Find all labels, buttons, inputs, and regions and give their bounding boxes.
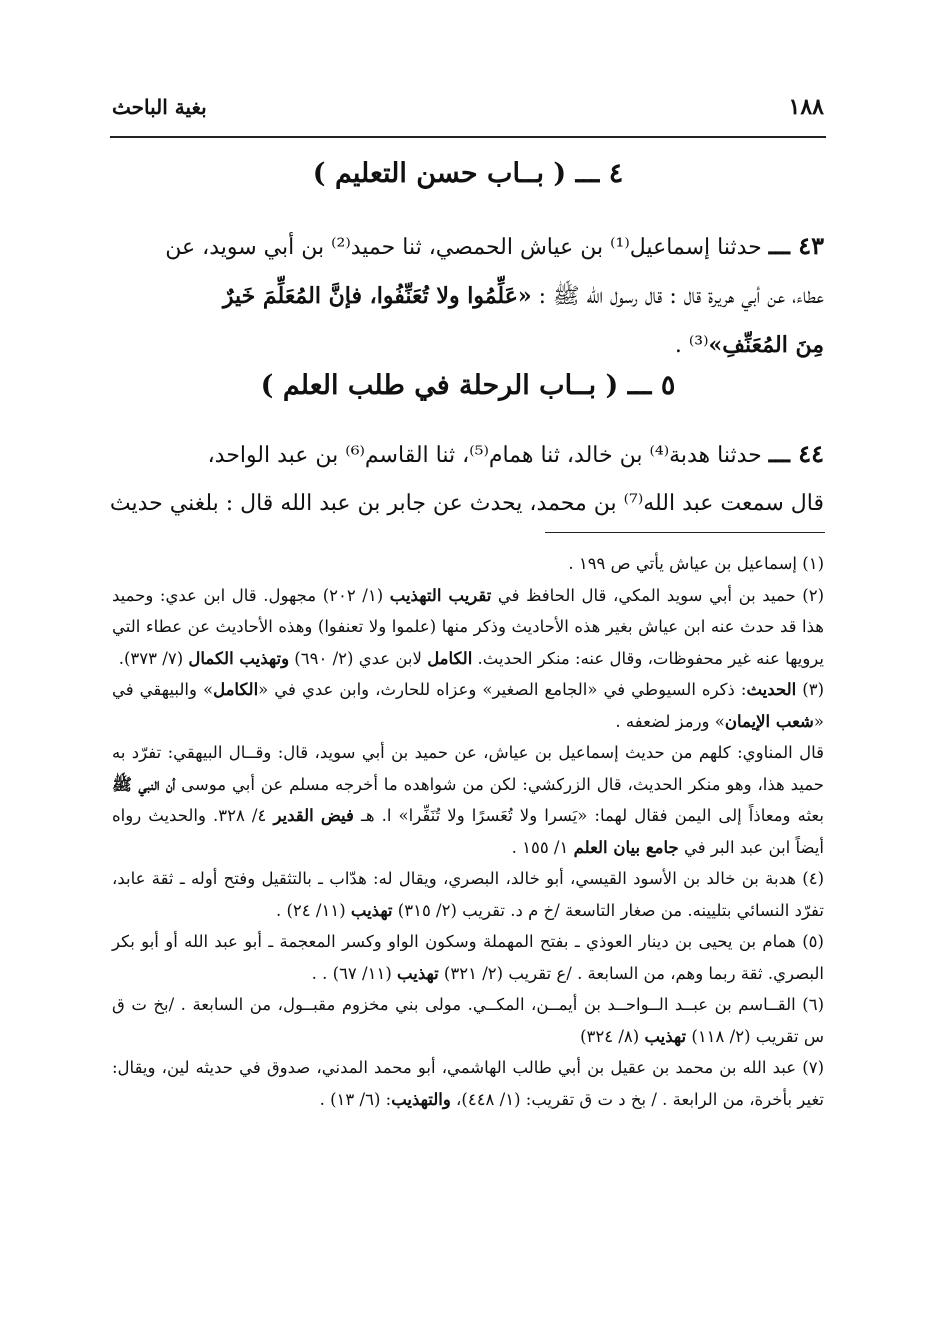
footnote-3: (٣) الحديث: ذكره السيوطي في «الجامع الصغير» وعزاه للحارث، وابن عدي في «الكامل» والبيهقي في «شعب الإيمان» ورمز لضعفه . (112, 680, 824, 731)
book-title: بغية الباحث (112, 95, 207, 119)
chapter-heading-4: ٤ ـــ ( بــاب حسن التعليم ) (312, 158, 624, 189)
hadith-43-line-2: عطاء، عن أبي هريرة قال : قال رسول الله ﷺ : «عَلِّمُوا ولا تُعَنِّفُوا، فإنَّ المُعَلِّمَ خَيرٌ (222, 283, 824, 309)
footnote-1: (١) إسماعيل بن عياش يأتي ص ١٩٩ . (568, 554, 824, 573)
hadith-number: ٤٣ ـــ (768, 231, 824, 260)
footnote-separator (545, 532, 825, 533)
hadith-44-line-1: ٤٤ ـــ حدثنا هدبة⁽⁴⁾ بن خالد، ثنا همام⁽⁵⁾، ثنا القاسم⁽⁶⁾ بن عبد الواحد، (207, 439, 824, 468)
prophetic-quote: «عَلِّمُوا ولا تُعَنِّفُوا، فإنَّ المُعَلِّمَ خَيرٌ (222, 283, 532, 309)
footnote-5: (٥) همام بن يحيى بن دينار العوذي ـ بفتح المهملة وسكون الواو وكسر المعجمة ـ أبو عبد الله أو أبو بكر البصري. ثقة ربما وهم، من السابعة . /ع تقريب (٢/ ٣٢١) تهذيب (١١/ ٦٧) . . (112, 932, 824, 983)
chapter-heading-5: ٥ ـــ ( بــاب الرحلة في طلب العلم ) (260, 370, 676, 401)
prophetic-quote-end: مِنَ المُعَنِّفِ» (708, 332, 824, 358)
hadith-43 (112, 222, 824, 370)
hadith-number: ٤٤ ـــ (768, 439, 824, 468)
footnotes (112, 548, 824, 1115)
header-rule (110, 136, 826, 138)
hadith-43-line-1: ٤٣ ـــ حدثنا إسماعيل⁽¹⁾ بن عياش الحمصي، ثنا حميد⁽²⁾ بن أبي سويد، عن (165, 231, 824, 260)
hadith-44 (109, 430, 824, 528)
hadith-43-line-3: مِنَ المُعَنِّفِ»⁽³⁾ . (674, 332, 824, 358)
footnote-6: (٦) القــاسم بن عبــد الــواحــد بن أيمــن، المكــي. مولى بني مخزوم مقبــول، من السابعة . /بخ ت ق س تقريب (٢/ ١١٨) تهذيب (٨/ ٣٢٤) (112, 995, 824, 1046)
footnote-7: (٧) عبد الله بن محمد بن عقيل بن أبي طالب الهاشمي، أبو محمد المدني، صدوق في حديثه لين، ويقال: تغير بأخرة، من الرابعة . / بخ د ت ق تقريب: (١/ ٤٤٨)، والتهذيب: (٦/ ١٣) . (112, 1058, 825, 1109)
running-header (112, 92, 824, 122)
footnote-3-continued: قال المناوي: كلهم من حديث إسماعيل بن عياش، عن حميد بن أبي سويد، قال: وقــال البيهقي: تفرّد به حميد هذا، وهو منكر الحديث، قال الزركشي: لكن من شواهده ما أخرجه مسلم عن أبي موسى أن النبي ﷺ بعثه ومعاذاً إلى اليمن فقال لهما: «يَسرا ولا تُعَسرًا ولا تُنَفِّرا» ا. هـ فيض القدير ٤/ ٣٢٨. والحديث رواه أيضاً ابن عبد البر في جامع بيان العلم ١/ ١٥٥ . (112, 743, 825, 857)
footnote-4: (٤) هدبة بن خالد بن الأسود القيسي، أبو خالد، البصري، ويقال له: هدّاب ـ بالتثقيل وفتح أوله ـ ثقة عابد، تفرّد النسائي بتليينه. من صغار التاسعة /خ م د. تقريب (٢/ ٣١٥) تهذيب (١١/ ٢٤) . (112, 869, 824, 920)
hadith-44-line-2: قال سمعت عبد الله⁽⁷⁾ بن محمد، يحدث عن جابر بن عبد الله قال : بلغني حديث (109, 491, 824, 516)
page-number: ١٨٨ (788, 94, 824, 120)
footnote-2: (٢) حميد بن أبي سويد المكي، قال الحافظ في تقريب التهذيب (١/ ٢٠٢) مجهول. قال ابن عدي: وحميد هذا قد حدث عنه ابن عياش بغير هذه الأحاديث وذكر منها (علموا ولا تعنفوا) وهذه الأحاديث عن عطاء التي يرويها عنه غير محفوظات، وقال عنه: منكر الحديث. الكامل لابن عدي (٢/ ٦٩٠) وتهذيب الكمال (٧/ ٣٧٣). (112, 585, 825, 668)
